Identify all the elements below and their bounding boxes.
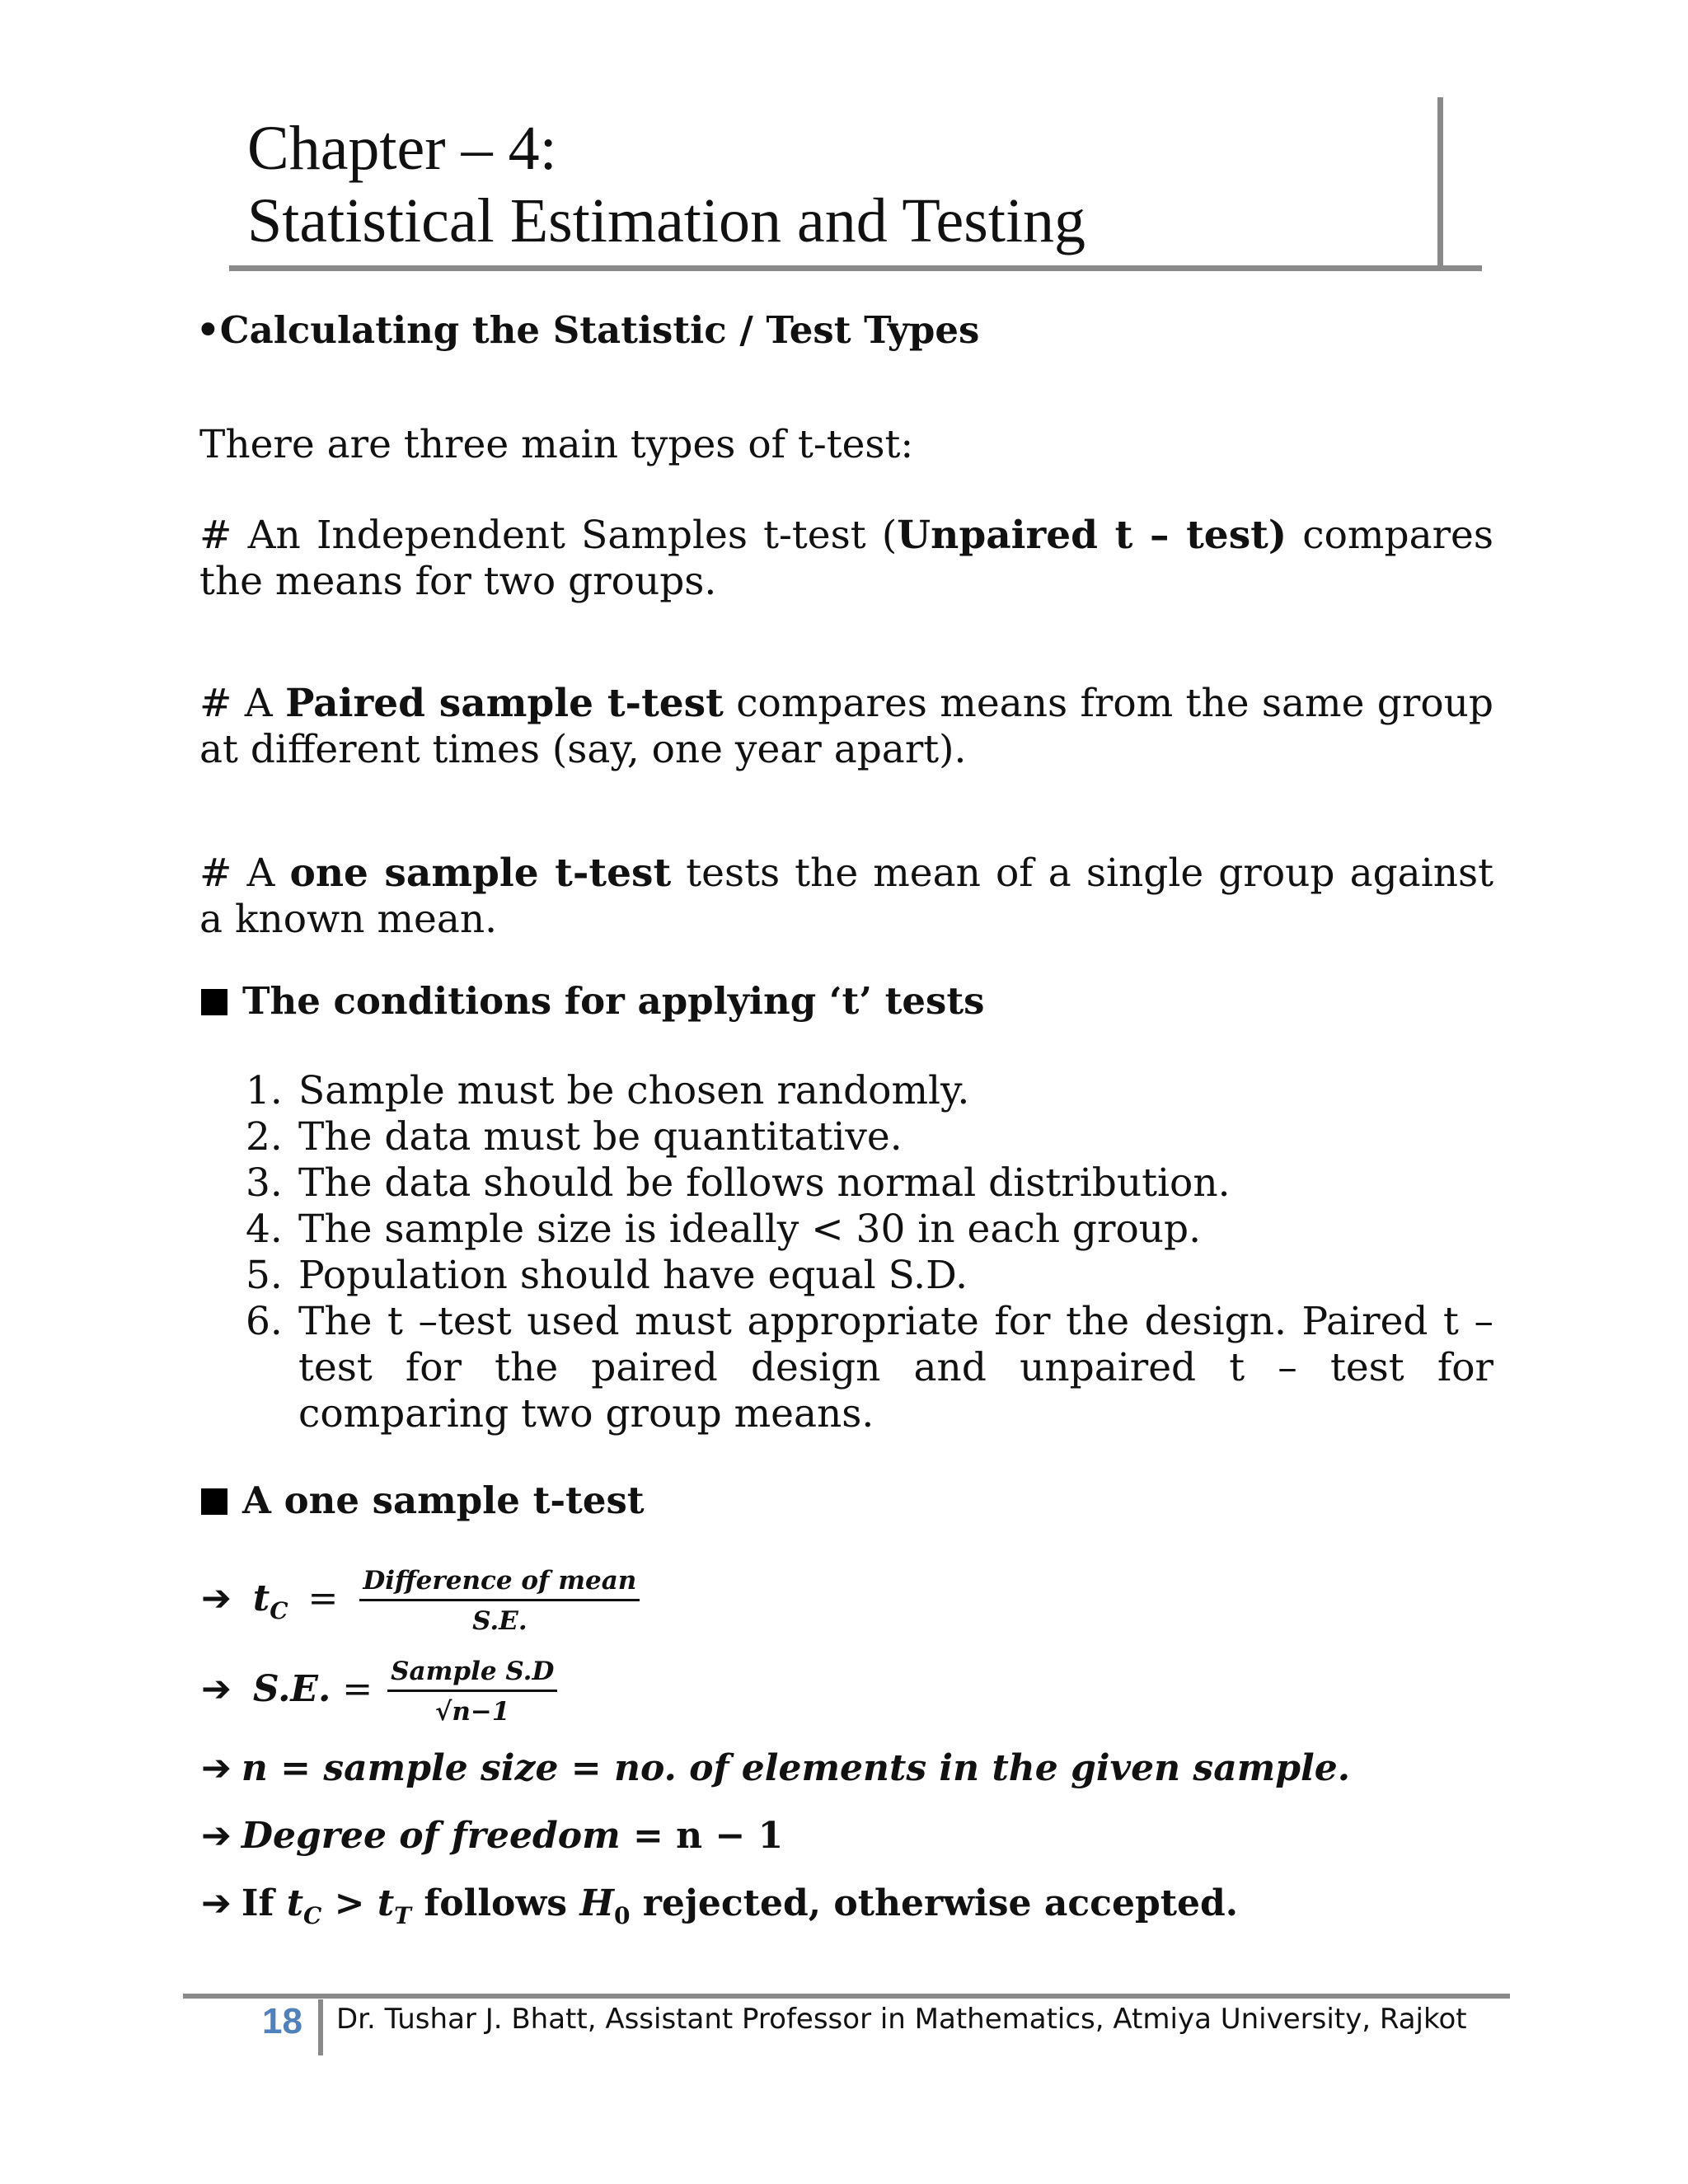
formula-tc-lhs: t	[252, 1577, 270, 1619]
formula-se-equals: =	[342, 1668, 373, 1710]
formula-decision	[201, 1882, 1238, 1929]
section-heading-test-types	[196, 308, 979, 352]
formula-tc-subscript: C	[270, 1596, 288, 1624]
one-sample-heading-text: A one sample t-test	[242, 1479, 645, 1522]
paragraph-independent-test	[199, 513, 1493, 605]
formula-tc-fraction	[359, 1564, 640, 1638]
conditions-heading	[201, 979, 984, 1023]
list-item	[246, 1068, 1493, 1114]
p3-suffix: tests the mean of a single group against a known mean.	[199, 851, 1494, 942]
formula-tc-denominator: S.E.	[472, 1606, 528, 1636]
p3-bold: one sample t-test	[289, 851, 672, 896]
conditions-heading-text: The conditions for applying ‘t’ tests	[242, 979, 985, 1023]
decision-if: If	[241, 1882, 287, 1924]
decision-rest: rejected, otherwise accepted.	[630, 1882, 1239, 1924]
chapter-label: Chapter – 4:	[247, 114, 557, 183]
formula-se	[201, 1655, 557, 1728]
p2-suffix: compares means from the same group at different times (say, one year apart).	[199, 681, 1494, 772]
p1-prefix: # An Independent Samples t-test (	[199, 513, 898, 558]
header-rule-vertical	[1437, 97, 1443, 270]
p2-bold: Paired sample t-test	[285, 681, 724, 726]
formula-tc-numerator: Difference of mean	[359, 1564, 640, 1601]
square-bullet-icon	[201, 1488, 227, 1515]
p3-prefix: # A	[199, 851, 290, 896]
arrow-icon: ➔	[201, 1882, 232, 1924]
formula-se-numerator: Sample S.D	[387, 1655, 557, 1692]
intro-text: There are three main types of t-test:	[199, 422, 914, 467]
list-item-number: 1.	[246, 1068, 283, 1113]
p1-suffix: compares the means for two groups.	[199, 513, 1493, 604]
formula-n-text: n = sample size = no. of elements in the given sample.	[241, 1747, 1351, 1789]
list-item-text: The sample size is ideally < 30 in each group.	[298, 1207, 1202, 1252]
arrow-icon: ➔	[201, 1668, 232, 1710]
footer-separator	[318, 1999, 323, 2055]
list-item	[246, 1253, 1493, 1299]
formula-tc-equals: =	[307, 1577, 339, 1619]
list-item-number: 3.	[246, 1160, 283, 1206]
section-heading-text: Calculating the Statistic / Test Types	[219, 308, 980, 352]
decision-h: H	[579, 1882, 614, 1924]
decision-h-subscript: 0	[613, 1901, 631, 1929]
list-item-text: Population should have equal S.D.	[298, 1253, 968, 1298]
square-bullet-icon	[201, 989, 227, 1015]
one-sample-heading	[201, 1479, 645, 1522]
header-rule-horizontal	[229, 265, 1482, 271]
list-item-text: Sample must be chosen randomly.	[298, 1068, 970, 1113]
footer-author: Dr. Tushar J. Bhatt, Assistant Professor in Mathematics, Atmiya University, Rajkot	[336, 2003, 1467, 2036]
footer-rule	[183, 1994, 1510, 1999]
decision-tc: t	[286, 1882, 304, 1924]
list-item-text: The data must be quantitative.	[298, 1114, 903, 1160]
list-item-number: 4.	[246, 1207, 283, 1252]
list-item-number: 5.	[246, 1253, 283, 1298]
formula-dof-lhs: Degree of freedom	[241, 1815, 621, 1857]
conditions-list	[246, 1068, 1493, 1437]
list-item-number: 2.	[246, 1114, 283, 1160]
list-item-number: 6.	[246, 1299, 283, 1344]
arrow-icon: ➔	[201, 1747, 232, 1789]
p2-prefix: # A	[199, 681, 286, 726]
list-item-text: The data should be follows normal distribution.	[298, 1160, 1231, 1206]
bullet-icon: •	[196, 308, 220, 352]
decision-follows: follows	[411, 1882, 580, 1924]
list-item	[246, 1114, 1493, 1160]
page-number: 18	[262, 2001, 302, 2041]
formula-tc	[201, 1564, 640, 1638]
decision-gt: >	[321, 1882, 377, 1924]
list-item	[246, 1160, 1493, 1207]
arrow-icon: ➔	[201, 1815, 232, 1857]
formula-dof-rhs: = n − 1	[620, 1815, 784, 1857]
paragraph-one-sample-test	[199, 851, 1493, 943]
chapter-title: Statistical Estimation and Testing	[247, 186, 1086, 255]
formula-se-lhs: S.E.	[252, 1668, 331, 1710]
list-item	[246, 1299, 1493, 1437]
arrow-icon: ➔	[201, 1577, 232, 1619]
formula-dof	[201, 1815, 783, 1857]
decision-tt-subscript: T	[394, 1901, 412, 1929]
list-item	[246, 1207, 1493, 1253]
decision-tt: t	[377, 1882, 395, 1924]
formula-se-fraction	[387, 1655, 557, 1728]
formula-n	[201, 1747, 1350, 1789]
decision-tc-subscript: C	[303, 1901, 322, 1929]
p1-bold: Unpaired t – test)	[897, 513, 1287, 558]
paragraph-paired-test	[199, 681, 1493, 773]
formula-se-denominator: √n−1	[435, 1697, 510, 1727]
list-item-text: The t –test used must appropriate for the design. Paired t – test for the paired design and unpaired t – test for comparing two group means.	[298, 1299, 1493, 1436]
